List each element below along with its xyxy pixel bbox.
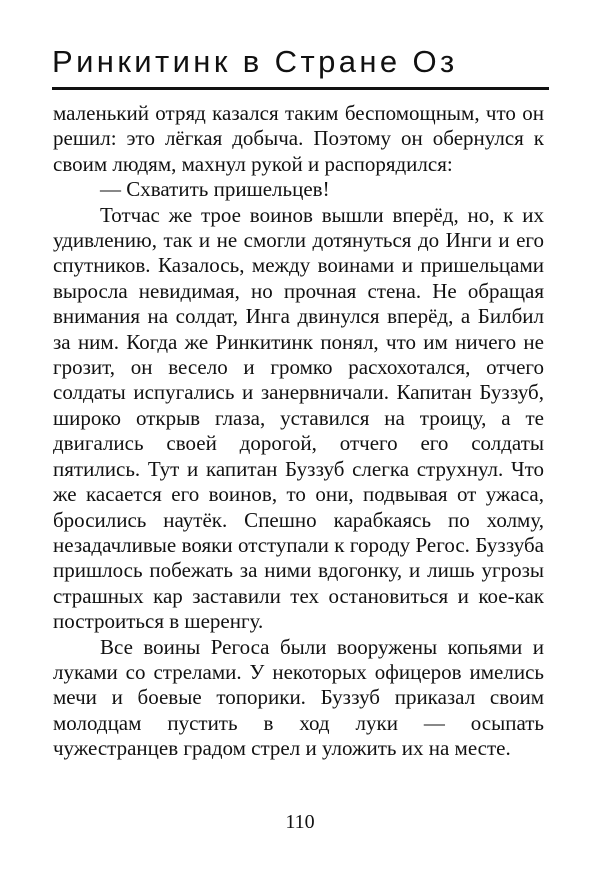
paragraph-dialogue: — Схватить пришельцев! bbox=[100, 177, 330, 202]
running-title: Ринкитинк в Стране Оз bbox=[52, 44, 458, 79]
page-number: 110 bbox=[285, 811, 315, 833]
body-text bbox=[53, 101, 544, 762]
paragraph-continued: маленький отряд казался таким беспомощным, что он решил: это лёгкая добыча. Поэтому он обернулся к своим людям, махнул рукой и распорядился: bbox=[53, 101, 544, 176]
paragraph: Тотчас же трое воинов вышли вперёд, но, к их удивлению, так и не смогли дотянуться до Инги и его спутников. Казалось, между воинами и пришельцами выросла невидимая, но прочная стена. Не обращая внимания на солдат, Инга двинулся вперёд, а Билбил за ним. Когда же Ринкитинк понял, что им ничего не грозит, он весело и громко расхохотался, отчего солдаты испугались и занервничали. Капитан Буззуб, широко открыв глаза, уставился на троицу, а те двигались своей дорогой, отчего его солдаты пятились. Тут и капитан Буззуб слегка струхнул. Что же касается его воинов, то они, подвывая от ужаса, бросились наутёк. Спешно карабкаясь по холму, незадачливые вояки отступали к городу Регос. Буззуба пришлось побежать за ними вдогонку, и лишь угрозы страшных кар заставили тех остановиться и кое-как построиться в шеренгу. bbox=[53, 202, 544, 634]
paragraph: Все воины Регоса были вооружены копьями и луками со стрелами. У некоторых офицеров имелись мечи и боевые топорики. Буззуб приказал своим молодцам пустить в ход луки — осыпать чужестранцев градом стрел и уложить их на месте. bbox=[53, 634, 544, 761]
header-rule bbox=[52, 87, 549, 90]
